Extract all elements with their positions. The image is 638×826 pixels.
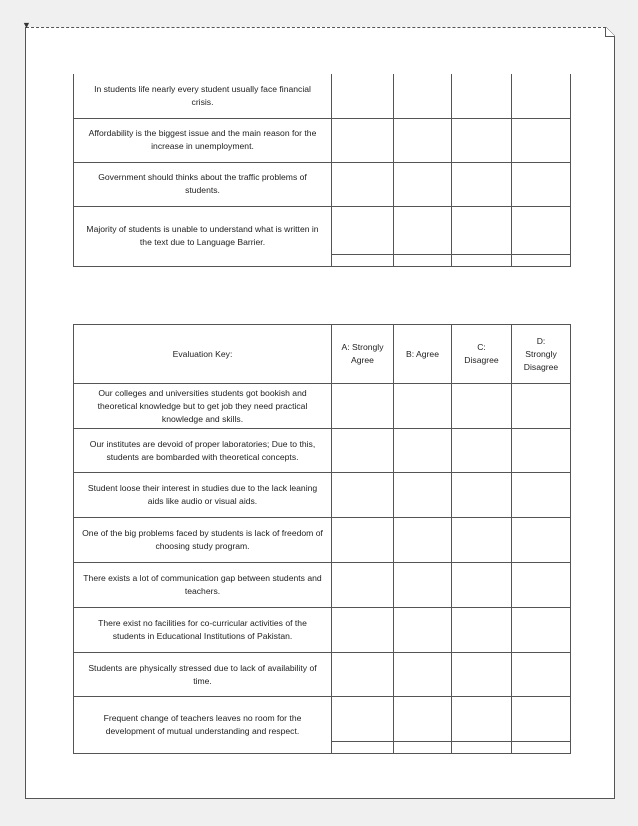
option-a-cell[interactable] [332, 162, 394, 206]
table-row [74, 206, 571, 254]
strongly-disagree-header: D: Strongly Disagree [512, 325, 571, 384]
spacer-cell [452, 742, 512, 754]
option-a-cell[interactable] [332, 206, 394, 254]
table-row [74, 608, 571, 653]
option-c-cell[interactable] [452, 206, 512, 254]
table-row [74, 473, 571, 518]
table-row [74, 429, 571, 473]
statement-cell: One of the big problems faced by students is lack of freedom of choosing study program. [74, 518, 332, 563]
option-b-cell[interactable] [394, 563, 452, 608]
option-c-cell[interactable] [452, 118, 512, 162]
option-d-cell[interactable] [512, 653, 571, 697]
option-a-cell[interactable] [332, 429, 394, 473]
option-b-cell[interactable] [394, 162, 452, 206]
spacer-cell [394, 742, 452, 754]
option-d-cell[interactable] [512, 429, 571, 473]
statement-cell: In students life nearly every student usually face financial crisis. [74, 74, 332, 118]
table-row [74, 118, 571, 162]
table-row [74, 384, 571, 429]
option-b-cell[interactable] [394, 518, 452, 563]
table-row [74, 162, 571, 206]
option-d-cell[interactable] [512, 118, 571, 162]
spacer-cell [332, 254, 394, 266]
evaluation-key-header: Evaluation Key: [74, 325, 332, 384]
option-c-cell[interactable] [452, 518, 512, 563]
option-c-cell[interactable] [452, 384, 512, 429]
option-c-cell[interactable] [452, 74, 512, 118]
option-c-cell[interactable] [452, 608, 512, 653]
option-a-cell[interactable] [332, 697, 394, 742]
option-d-cell[interactable] [512, 206, 571, 254]
strongly-agree-header: A: Strongly Agree [332, 325, 394, 384]
option-b-cell[interactable] [394, 473, 452, 518]
disagree-header: C: Disagree [452, 325, 512, 384]
option-c-cell[interactable] [452, 697, 512, 742]
option-a-cell[interactable] [332, 653, 394, 697]
option-d-cell[interactable] [512, 473, 571, 518]
option-d-cell[interactable] [512, 74, 571, 118]
spacer-cell [512, 742, 571, 754]
spacer-cell [332, 742, 394, 754]
option-d-cell[interactable] [512, 384, 571, 429]
option-d-cell[interactable] [512, 162, 571, 206]
statement-cell: Students are physically stressed due to lack of availability of time. [74, 653, 332, 697]
option-c-cell[interactable] [452, 162, 512, 206]
option-a-cell[interactable] [332, 118, 394, 162]
survey-table-2 [73, 324, 571, 754]
option-b-cell[interactable] [394, 118, 452, 162]
statement-cell: Our colleges and universities students got bookish and theoretical knowledge but to get job they need practical knowledge and skills. [74, 384, 332, 429]
statement-cell: There exists a lot of communication gap between students and teachers. [74, 563, 332, 608]
table-row [74, 653, 571, 697]
statement-cell: There exist no facilities for co-curricular activities of the students in Educational Institutions of Pakistan. [74, 608, 332, 653]
document-page [22, 20, 615, 799]
page-fold-corner-icon [605, 27, 615, 37]
option-b-cell[interactable] [394, 206, 452, 254]
option-d-cell[interactable] [512, 518, 571, 563]
option-b-cell[interactable] [394, 429, 452, 473]
table-row [74, 518, 571, 563]
survey-table-1 [73, 74, 571, 267]
table-row [74, 74, 571, 118]
corner-marker-icon: ▼ [22, 20, 31, 30]
option-a-cell[interactable] [332, 473, 394, 518]
option-a-cell[interactable] [332, 563, 394, 608]
option-c-cell[interactable] [452, 563, 512, 608]
spacer-cell [394, 254, 452, 266]
statement-cell: Affordability is the biggest issue and the main reason for the increase in unemployment. [74, 118, 332, 162]
option-d-cell[interactable] [512, 697, 571, 742]
option-a-cell[interactable] [332, 384, 394, 429]
spacer-cell [512, 254, 571, 266]
table-row [74, 697, 571, 742]
option-c-cell[interactable] [452, 653, 512, 697]
option-b-cell[interactable] [394, 608, 452, 653]
statement-cell: Government should thinks about the traffic problems of students. [74, 162, 332, 206]
statement-cell: Frequent change of teachers leaves no room for the development of mutual understanding and respect. [74, 697, 332, 754]
statement-cell: Student loose their interest in studies due to the lack leaning aids like audio or visual aids. [74, 473, 332, 518]
page-top-border [26, 27, 606, 28]
statement-cell: Our institutes are devoid of proper laboratories; Due to this, students are bombarded with theoretical concepts. [74, 429, 332, 473]
option-b-cell[interactable] [394, 384, 452, 429]
option-d-cell[interactable] [512, 563, 571, 608]
table-header-row [74, 325, 571, 384]
option-d-cell[interactable] [512, 608, 571, 653]
option-c-cell[interactable] [452, 429, 512, 473]
table-row [74, 563, 571, 608]
spacer-cell [452, 254, 512, 266]
option-b-cell[interactable] [394, 74, 452, 118]
agree-header: B: Agree [394, 325, 452, 384]
option-a-cell[interactable] [332, 608, 394, 653]
option-c-cell[interactable] [452, 473, 512, 518]
option-b-cell[interactable] [394, 697, 452, 742]
option-a-cell[interactable] [332, 74, 394, 118]
option-b-cell[interactable] [394, 653, 452, 697]
option-a-cell[interactable] [332, 518, 394, 563]
statement-cell: Majority of students is unable to understand what is written in the text due to Language Barrier. [74, 206, 332, 266]
